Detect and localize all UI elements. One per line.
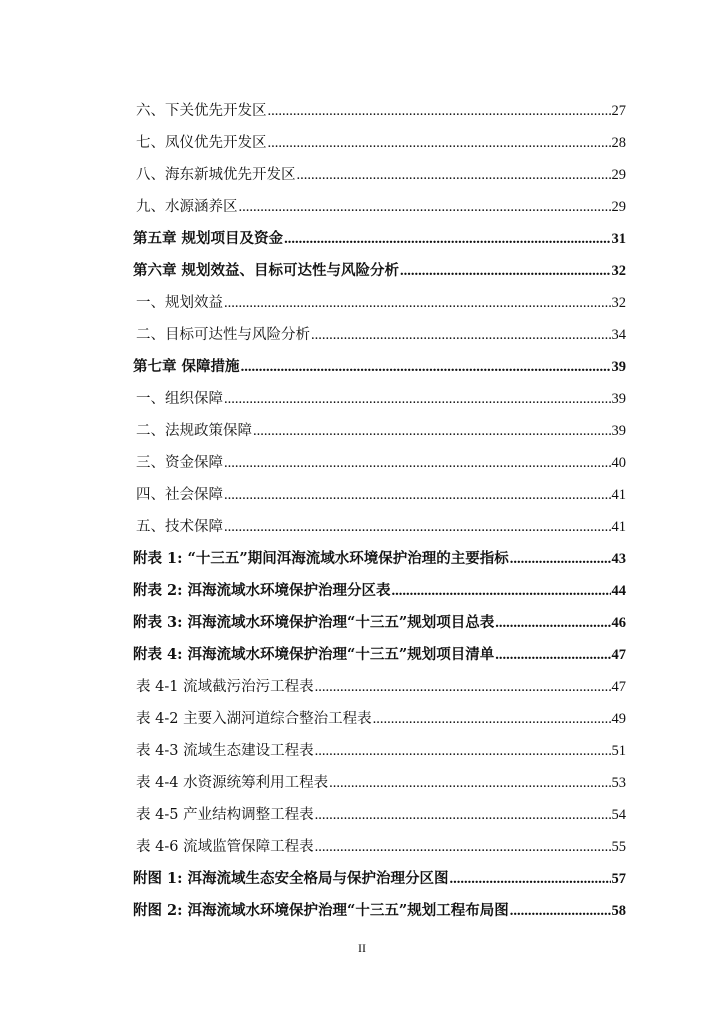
toc-entry[interactable] xyxy=(133,253,626,285)
toc-entry-page-number: 34 xyxy=(611,327,626,343)
toc-entry-title: 表 4-6 流域监管保障工程表 xyxy=(136,839,314,855)
toc-dot-leader xyxy=(224,486,611,504)
toc-entry-page-number: 31 xyxy=(611,231,626,247)
toc-entry[interactable] xyxy=(133,413,626,445)
toc-dot-leader xyxy=(315,806,611,824)
toc-entry-title: 七、凤仪优先开发区 xyxy=(136,135,267,151)
table-of-contents xyxy=(133,93,626,925)
toc-dot-leader xyxy=(253,422,611,440)
toc-entry-title: 表 4-1 流域截污治污工程表 xyxy=(136,679,314,695)
toc-dot-leader xyxy=(392,582,611,600)
toc-entry-title: 六、下关优先开发区 xyxy=(136,103,267,119)
toc-entry-page-number: 29 xyxy=(611,167,626,183)
toc-entry-page-number: 57 xyxy=(611,871,626,887)
toc-entry-page-number: 47 xyxy=(611,647,626,663)
toc-entry-title: 附表 3: 洱海流域水环境保护治理“十三五”规划项目总表 xyxy=(133,614,495,631)
toc-entry-page-number: 54 xyxy=(611,807,626,823)
toc-entry[interactable] xyxy=(133,765,626,797)
toc-entry-title: 第五章 规划项目及资金 xyxy=(133,230,284,247)
toc-entry[interactable] xyxy=(133,829,626,861)
toc-entry-page-number: 41 xyxy=(611,519,626,535)
toc-entry-page-number: 40 xyxy=(611,455,626,471)
toc-entry[interactable] xyxy=(133,605,626,637)
toc-dot-leader xyxy=(373,710,611,728)
toc-entry-page-number: 32 xyxy=(611,295,626,311)
toc-dot-leader xyxy=(241,358,611,376)
toc-entry-title: 一、规划效益 xyxy=(136,295,223,311)
toc-entry-page-number: 39 xyxy=(611,423,626,439)
toc-dot-leader xyxy=(268,102,611,120)
toc-dot-leader xyxy=(495,646,610,664)
toc-entry[interactable] xyxy=(133,157,626,189)
toc-entry-page-number: 58 xyxy=(611,903,626,919)
toc-entry-title: 第七章 保障措施 xyxy=(133,358,240,375)
toc-entry[interactable] xyxy=(133,125,626,157)
toc-entry-title: 五、技术保障 xyxy=(136,519,223,535)
toc-entry-title: 表 4-4 水资源统筹利用工程表 xyxy=(136,775,329,791)
toc-dot-leader xyxy=(450,870,611,888)
toc-entry[interactable] xyxy=(133,189,626,221)
toc-entry[interactable] xyxy=(133,701,626,733)
toc-dot-leader xyxy=(510,902,611,920)
toc-dot-leader xyxy=(315,838,611,856)
toc-dot-leader xyxy=(400,262,610,280)
toc-entry-title: 附表 2: 洱海流域水环境保护治理分区表 xyxy=(133,582,391,599)
toc-entry[interactable] xyxy=(133,317,626,349)
toc-dot-leader xyxy=(224,390,611,408)
toc-entry[interactable] xyxy=(133,669,626,701)
toc-entry[interactable] xyxy=(133,221,626,253)
toc-entry-title: 表 4-3 流域生态建设工程表 xyxy=(136,743,314,759)
toc-entry[interactable] xyxy=(133,381,626,413)
toc-entry[interactable] xyxy=(133,573,626,605)
toc-entry-title: 八、海东新城优先开发区 xyxy=(136,167,296,183)
toc-entry-page-number: 55 xyxy=(611,839,626,855)
toc-entry-page-number: 27 xyxy=(611,103,626,119)
toc-dot-leader xyxy=(224,454,611,472)
toc-entry[interactable] xyxy=(133,733,626,765)
toc-entry-page-number: 41 xyxy=(611,487,626,503)
toc-entry-page-number: 51 xyxy=(611,743,626,759)
toc-entry-page-number: 39 xyxy=(611,359,626,375)
toc-entry-title: 附图 1: 洱海流域生态安全格局与保护治理分区图 xyxy=(133,870,449,887)
toc-entry-title: 表 4-5 产业结构调整工程表 xyxy=(136,807,314,823)
toc-entry[interactable] xyxy=(133,285,626,317)
toc-dot-leader xyxy=(315,678,611,696)
toc-entry-title: 表 4-2 主要入湖河道综合整治工程表 xyxy=(136,711,372,727)
toc-entry-page-number: 39 xyxy=(611,391,626,407)
toc-entry[interactable] xyxy=(133,797,626,829)
toc-entry-title: 附表 1: “十三五”期间洱海流域水环境保护治理的主要指标 xyxy=(133,550,509,567)
toc-dot-leader xyxy=(224,518,611,536)
toc-entry[interactable] xyxy=(133,349,626,381)
toc-dot-leader xyxy=(297,166,611,184)
toc-entry-page-number: 53 xyxy=(611,775,626,791)
toc-dot-leader xyxy=(311,326,611,344)
toc-entry-page-number: 28 xyxy=(611,135,626,151)
toc-entry[interactable] xyxy=(133,893,626,925)
toc-entry[interactable] xyxy=(133,509,626,541)
toc-entry-title: 附表 4: 洱海流域水环境保护治理“十三五”规划项目清单 xyxy=(133,646,495,663)
toc-entry-title: 三、资金保障 xyxy=(136,455,223,471)
toc-dot-leader xyxy=(315,742,611,760)
toc-entry[interactable] xyxy=(133,541,626,573)
toc-entry[interactable] xyxy=(133,861,626,893)
toc-entry[interactable] xyxy=(133,93,626,125)
toc-entry-title: 一、组织保障 xyxy=(136,391,223,407)
toc-dot-leader xyxy=(329,774,610,792)
toc-dot-leader xyxy=(224,294,611,312)
toc-dot-leader xyxy=(495,614,610,632)
page-number: II xyxy=(358,941,366,955)
toc-entry-title: 二、目标可达性与风险分析 xyxy=(136,327,310,343)
toc-entry-page-number: 44 xyxy=(611,583,626,599)
toc-entry-page-number: 46 xyxy=(611,615,626,631)
toc-entry[interactable] xyxy=(133,477,626,509)
toc-dot-leader xyxy=(284,230,610,248)
toc-entry-title: 九、水源涵养区 xyxy=(136,199,238,215)
toc-entry-page-number: 32 xyxy=(611,263,626,279)
toc-entry-page-number: 29 xyxy=(611,199,626,215)
toc-entry-title: 附图 2: 洱海流域水环境保护治理“十三五”规划工程布局图 xyxy=(133,902,509,919)
toc-entry-title: 四、社会保障 xyxy=(136,487,223,503)
toc-entry-page-number: 43 xyxy=(611,551,626,567)
toc-entry-page-number: 47 xyxy=(611,679,626,695)
toc-entry-title: 二、法规政策保障 xyxy=(136,423,252,439)
toc-entry-page-number: 49 xyxy=(611,711,626,727)
toc-dot-leader xyxy=(268,134,611,152)
toc-entry[interactable] xyxy=(133,637,626,669)
toc-dot-leader xyxy=(239,198,611,216)
toc-dot-leader xyxy=(510,550,611,568)
toc-entry[interactable] xyxy=(133,445,626,477)
toc-entry-title: 第六章 规划效益、目标可达性与风险分析 xyxy=(133,262,400,279)
